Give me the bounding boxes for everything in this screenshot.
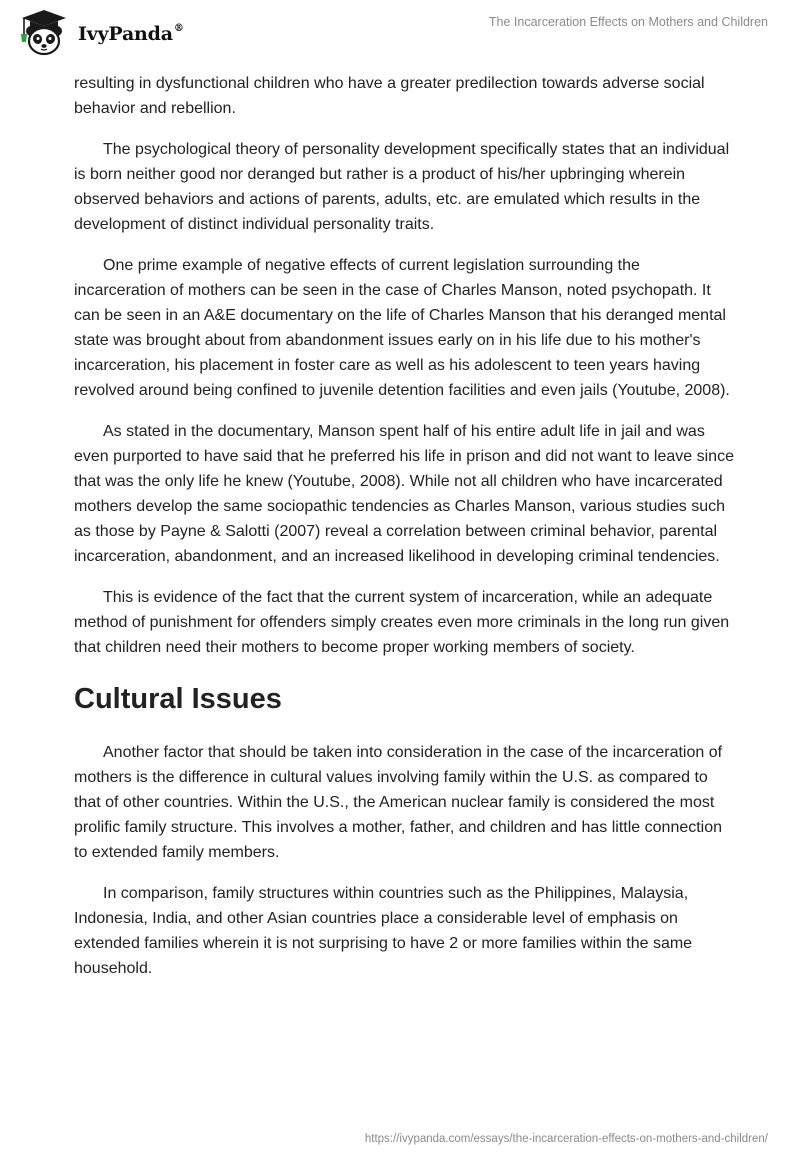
brand-name-text: IvyPanda [78, 23, 173, 45]
section-heading: Cultural Issues [74, 683, 282, 715]
paragraph: One prime example of negative effects of current legislation surrounding the incarceration of mothers can be seen in the case of Charles Manson, noted psychopath. It can be seen in an A&E documentary on the life of Charles Manson that his deranged mental state was brought about from abandonment issues early on in his life due to his mother's incarceration, his placement in foster care as well as his adolescent to teen years having revolved around being confined to juvenile detention facilities and even jails (Youtube, 2008). [74, 257, 730, 399]
paragraph: Another factor that should be taken into consideration in the case of the incarceration of mothers is the difference in cultural values involving family within the U.S. as compared to that of other countries. Within the U.S., the American nuclear family is considered the most prolific family structure. This involves a mother, father, and children and has little connection to extended family members. [74, 744, 723, 861]
brand-name [78, 23, 184, 45]
registered-mark: ® [173, 22, 184, 34]
document-title: The Incarceration Effects on Mothers and Children [488, 15, 768, 29]
source-url-link[interactable]: https://ivypanda.com/essays/the-incarceration-effects-on-mothers-and-children/ [364, 1133, 768, 1145]
paragraph: As stated in the documentary, Manson spent half of his entire adult life in jail and was even purported to have said that he preferred his life in prison and did not want to leave since that was the only life he knew (Youtube, 2008). While not all children who have incarcerated mothers develop the same sociopathic tendencies as Charles Manson, various studies such as those by Payne & Salotti (2007) reveal a correlation between criminal behavior, parental incarceration, abandonment, and an increased likelihood in developing criminal tendencies. [74, 423, 734, 565]
paragraph: In comparison, family structures within countries such as the Philippines, Malaysia, Indonesia, India, and other Asian countries place a considerable level of emphasis on extended families wherein it is not surprising to have 2 or more families within the same household. [74, 885, 693, 977]
paragraph-continuation: resulting in dysfunctional children who have a greater predilection towards adverse social behavior and rebellion. [74, 75, 705, 117]
essay-body [74, 71, 734, 997]
page-header [0, 0, 800, 60]
ivypanda-logo[interactable] [14, 8, 184, 56]
paragraph: This is evidence of the fact that the current system of incarceration, while an adequate method of punishment for offenders simply creates even more criminals in the long run given that children need their mothers to become proper working members of society. [74, 589, 730, 656]
paragraph: The psychological theory of personality development specifically states that an individual is born neither good nor deranged but rather is a product of his/her upbringing wherein observed behaviors and actions of parents, adults, etc. are emulated which results in the development of distinct individual personality traits. [74, 141, 730, 233]
panda-graduate-icon [14, 8, 74, 56]
